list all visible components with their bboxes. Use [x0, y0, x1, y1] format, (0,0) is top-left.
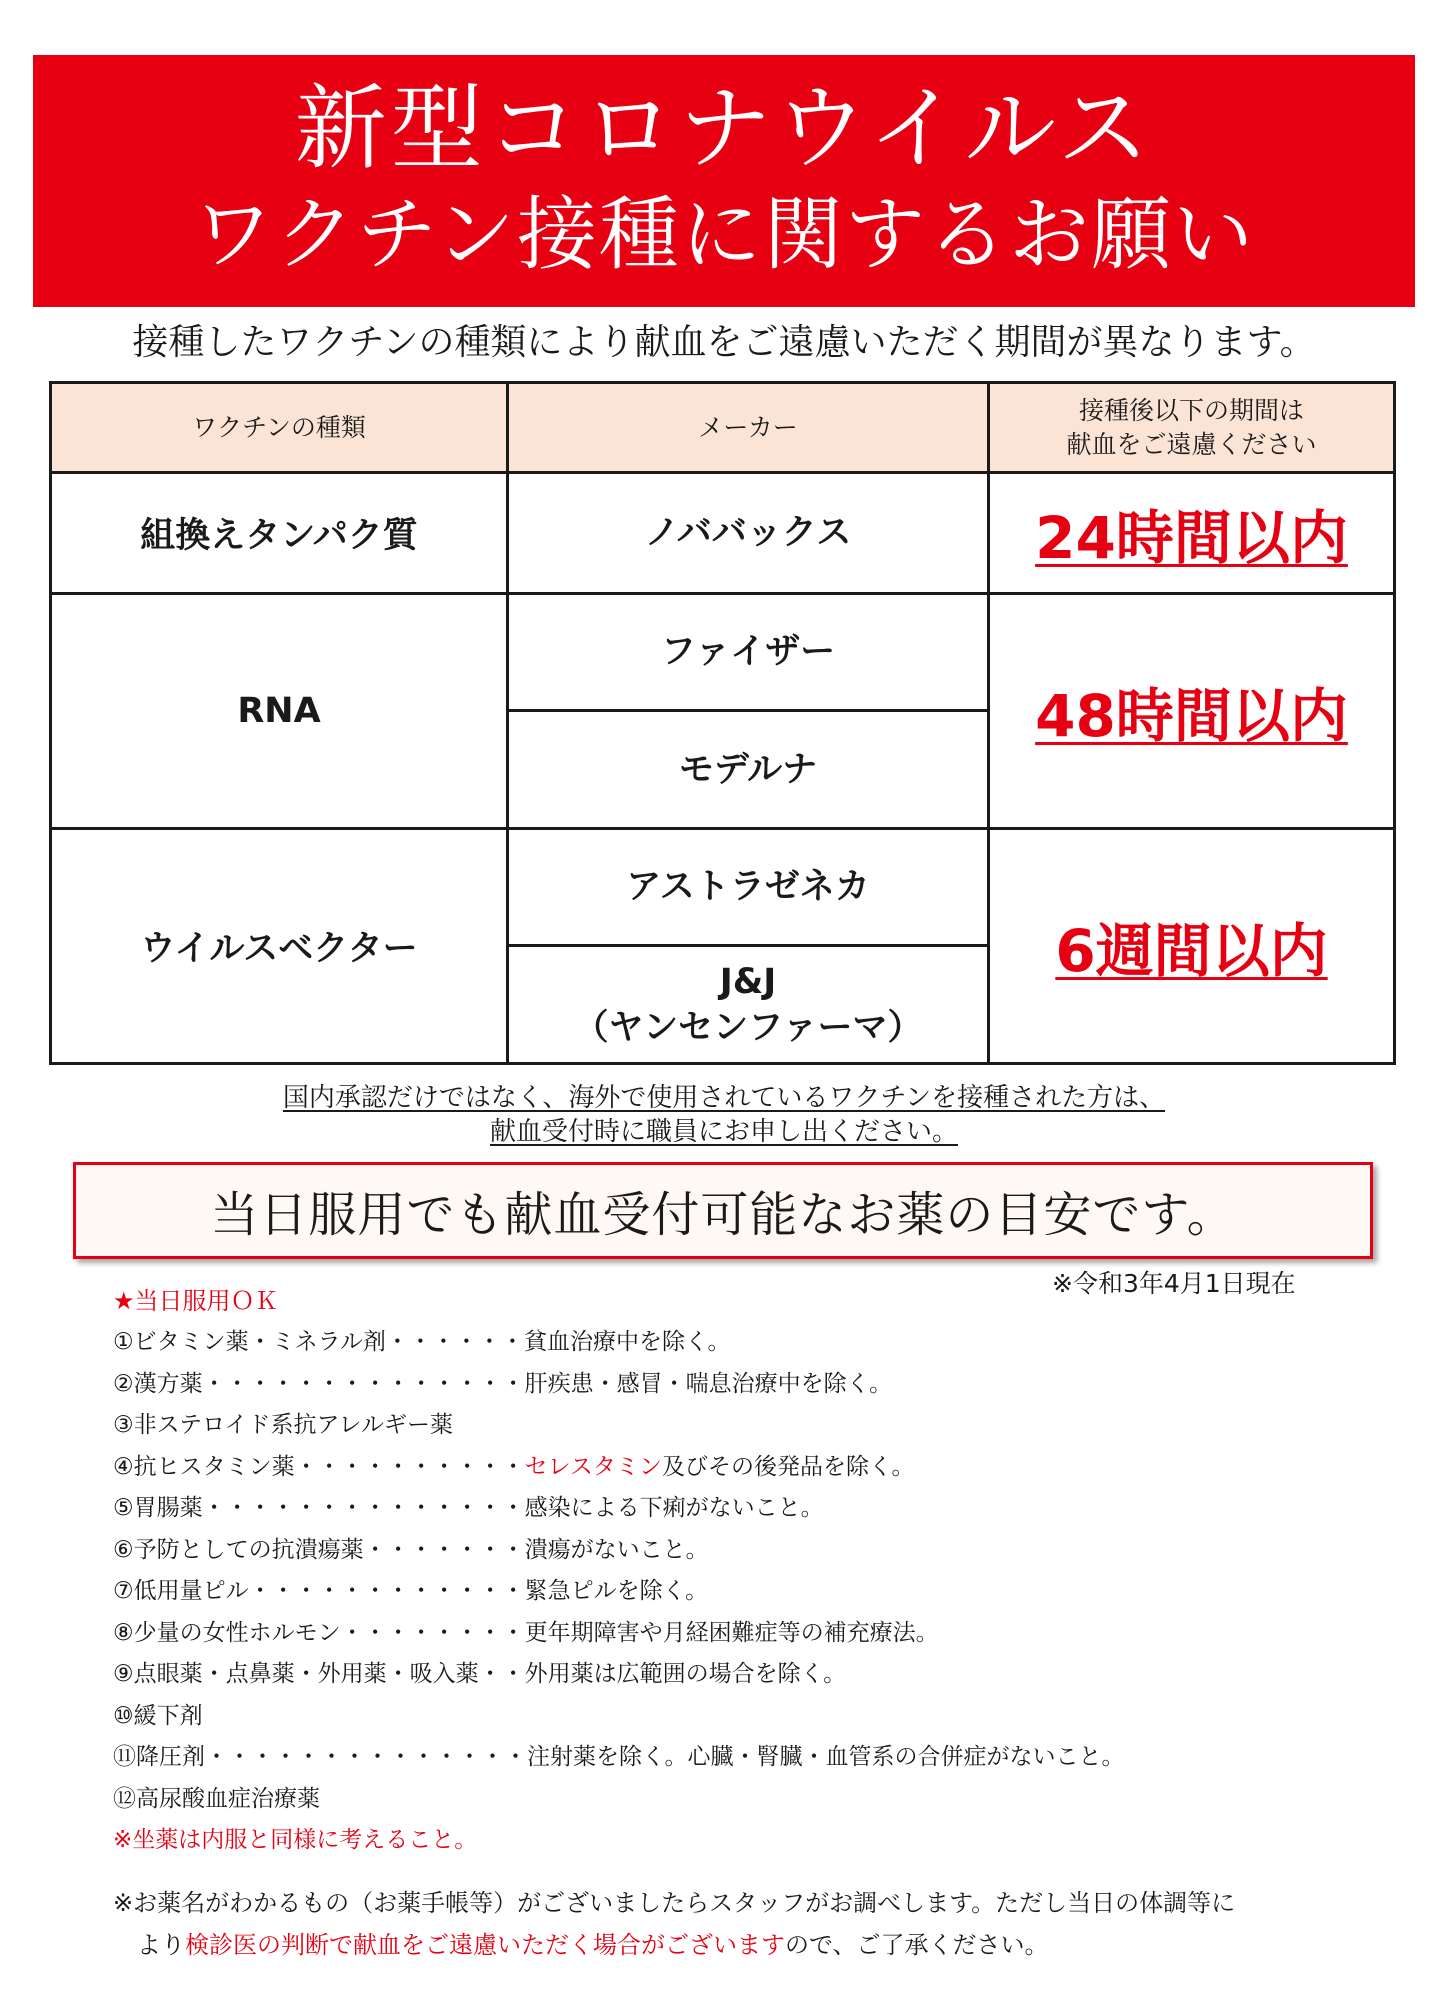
intro-text: 接種したワクチンの種類により献血をご遠慮いただく期間が異なります。 [132, 322, 1316, 363]
maker-cell [508, 946, 989, 1064]
title-banner [33, 55, 1415, 307]
period-cell: 48時間以内 [989, 593, 1395, 828]
table-row [51, 828, 1395, 946]
item-note: 貧血治療中を除く。 [523, 1329, 731, 1355]
header-vaccine-type: ワクチンの種類 [51, 383, 508, 473]
header-maker: メーカー [508, 383, 989, 473]
item-label: ⑨点眼薬・点鼻薬・外用薬・吸入薬・・ [113, 1661, 525, 1687]
table-row [51, 473, 1395, 594]
footer-line2-end: ので、ご了承ください。 [785, 1931, 1049, 1959]
list-item [113, 1322, 1363, 1364]
item-label: ⑩緩下剤 [113, 1702, 203, 1729]
maker-cell: ファイザー [508, 593, 989, 711]
item-label: ③非ステロイド系抗アレルギー薬 [113, 1412, 453, 1438]
item-note: 注射薬を除く。心臓・腎臓・血管系の合併症がないこと。 [527, 1744, 1125, 1770]
vaccine-type-cell: RNA [51, 593, 508, 828]
as-of-date: ※令和3年4月1日現在 [1052, 1269, 1296, 1298]
footer-line2-start: より [137, 1931, 185, 1959]
header-period [989, 383, 1395, 473]
vaccine-table [49, 381, 1396, 1065]
item-note: 緊急ピルを除く。 [524, 1578, 709, 1604]
item-label: ④抗ヒスタミン薬・・・・・・・・・・ [113, 1453, 525, 1480]
notice-line2: 献血受付時に職員にお申し出ください。 [489, 1117, 958, 1147]
list-item [113, 1737, 1363, 1779]
item-label: ⑪降圧剤・・・・・・・・・・・・・・ [113, 1744, 527, 1770]
overseas-vaccine-notice [0, 1081, 1448, 1149]
list-item [113, 1696, 1363, 1738]
header-period-line2: 献血をご遠慮ください [1066, 429, 1317, 459]
item-note: 感染による下痢がないこと。 [524, 1495, 824, 1521]
title-line-1: 新型コロナウイルス [294, 75, 1154, 182]
footer-line1: ※お薬名がわかるもの（お薬手帳等）がございましたらスタッフがお調べします。ただし当日の体調等に [113, 1889, 1236, 1917]
header-period-line1: 接種後以下の期間は [1078, 395, 1304, 425]
list-item [113, 1488, 1363, 1530]
maker-cell: アストラゼネカ [508, 828, 989, 946]
period-cell: 24時間以内 [989, 473, 1395, 594]
maker-name: J&J [719, 961, 777, 1002]
footer-line2-highlight: 検診医の判断で献血をご遠慮いただく場合がございます [185, 1931, 785, 1959]
maker-cell: ノババックス [508, 473, 989, 594]
maker-subname: （ヤンセンファーマ） [573, 1007, 923, 1048]
item-label: ⑥予防としての抗潰瘍薬・・・・・・・ [113, 1536, 525, 1563]
item-label: ②漢方薬・・・・・・・・・・・・・・ [113, 1370, 525, 1397]
item-label: ①ビタミン薬・ミネラル剤・・・・・・ [113, 1329, 524, 1355]
vaccine-type-cell: 組換えタンパク質 [51, 473, 508, 594]
list-item [113, 1447, 1363, 1489]
vaccine-type-cell: ウイルスベクター [51, 828, 508, 1063]
table-header-row [51, 383, 1395, 473]
list-item [113, 1654, 1363, 1696]
item-note: 及びその後発品を除く。 [661, 1453, 915, 1480]
table-row [51, 593, 1395, 711]
maker-cell: モデルナ [508, 711, 989, 829]
item-label: ⑦低用量ピル・・・・・・・・・・・・ [113, 1578, 525, 1604]
title-line-2: ワクチン接種に関するお願い [193, 188, 1255, 281]
footer-line2 [113, 1924, 1413, 1966]
list-item [113, 1405, 1363, 1447]
suppository-note: ※坐薬は内服と同様に考えること。 [113, 1827, 478, 1853]
period-cell: 6週間以内 [989, 828, 1395, 1063]
item-label: ⑧少量の女性ホルモン・・・・・・・・ [113, 1619, 525, 1646]
item-note: 肝疾患・感冒・喘息治療中を除く。 [524, 1370, 893, 1397]
list-item [113, 1530, 1363, 1572]
item-note: 潰瘍がないこと。 [524, 1536, 709, 1563]
item-note: 更年期障害や月経困難症等の補充療法。 [524, 1619, 939, 1646]
medicine-guide-box: 当日服用でも献血受付可能なお薬の目安です。 [73, 1162, 1373, 1259]
item-label: ⑫高尿酸血症治療薬 [113, 1785, 320, 1812]
ok-heading: ★当日服用ＯＫ [113, 1287, 279, 1315]
item-note-highlight: セレスタミン [524, 1453, 662, 1480]
list-item [113, 1613, 1363, 1655]
item-note: 外用薬は広範囲の場合を除く。 [524, 1661, 847, 1687]
notice-line1: 国内承認だけではなく、海外で使用されているワクチンを接種された方は、 [282, 1083, 1166, 1113]
item-label: ⑤胃腸薬・・・・・・・・・・・・・・ [113, 1495, 525, 1521]
list-item [113, 1571, 1363, 1613]
ok-medicine-list [113, 1280, 1363, 1862]
list-item [113, 1779, 1363, 1821]
footer-note [113, 1882, 1413, 1966]
list-item [113, 1364, 1363, 1406]
